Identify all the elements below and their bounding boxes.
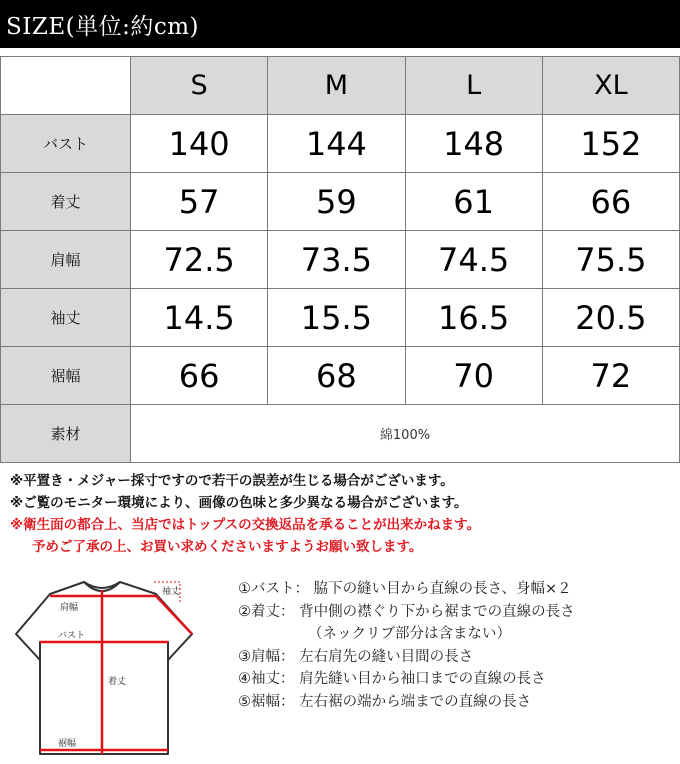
table-cell: 66	[131, 347, 268, 405]
table-cell: 73.5	[268, 231, 405, 289]
table-cell: 148	[405, 115, 542, 173]
label-length: 着丈	[108, 677, 127, 687]
definition-line: （ネックリブ部分は含まない）	[308, 626, 511, 642]
size-header: M	[268, 57, 405, 115]
row-label: バスト	[1, 115, 131, 173]
table-cell: 61	[405, 173, 542, 231]
table-header-row	[1, 57, 680, 115]
row-label: 裾幅	[1, 347, 131, 405]
table-cell: 72	[542, 347, 679, 405]
row-label: 肩幅	[1, 231, 131, 289]
definition-line: ③肩幅： 左右肩先の縫い目間の長さ	[238, 648, 474, 665]
size-header: L	[405, 57, 542, 115]
table-cell: 59	[268, 173, 405, 231]
table-cell: 66	[542, 173, 679, 231]
definition-line: ①バスト： 脇下の縫い目から直線の長さ、身幅×２	[238, 581, 572, 597]
table-row	[1, 289, 680, 347]
table-cell: 70	[405, 347, 542, 405]
table-cell: 20.5	[542, 289, 679, 347]
table-cell: 75.5	[542, 231, 679, 289]
table-cell: 152	[542, 115, 679, 173]
note-line: ※平置き・メジャー採寸ですので若干の誤差が生じる場合がございます。	[10, 473, 454, 489]
table-row	[1, 115, 680, 173]
table-cell: 16.5	[405, 289, 542, 347]
note-line: ※ご覧のモニター環境により、画像の色味と多少異なる場合がございます。	[10, 495, 468, 511]
table-cell: 140	[131, 115, 268, 173]
table-row	[1, 347, 680, 405]
note-line: ※衛生面の都合上、当店ではトップスの交換返品を承ることが出来かねます。	[10, 517, 481, 533]
definition-line: ⑤裾幅： 左右裾の端から端までの直線の長さ	[238, 693, 532, 710]
tshirt-neckline	[84, 582, 120, 591]
table-cell: 57	[131, 173, 268, 231]
label-shoulder: 肩幅	[60, 603, 79, 613]
corner-cell	[1, 57, 131, 115]
table-cell: 74.5	[405, 231, 542, 289]
size-header: XL	[542, 57, 679, 115]
label-bust: バスト	[58, 631, 86, 641]
material-value: 綿100%	[131, 405, 680, 463]
row-label: 着丈	[1, 173, 131, 231]
table-cell: 72.5	[131, 231, 268, 289]
table-row	[1, 173, 680, 231]
size-header: S	[131, 57, 268, 115]
size-table	[0, 56, 680, 463]
definition-line: ④袖丈： 肩先縫い目から袖口までの直線の長さ	[238, 671, 546, 687]
sleeve-line	[156, 596, 192, 634]
table-cell: 144	[268, 115, 405, 173]
material-row	[1, 405, 680, 463]
row-label: 袖丈	[1, 289, 131, 347]
notes	[10, 470, 480, 558]
table-row	[1, 231, 680, 289]
definition-line: ②着丈： 背中側の襟ぐり下から裾までの直線の長さ	[238, 603, 575, 620]
title-bar	[0, 0, 680, 48]
table-cell: 68	[268, 347, 405, 405]
tshirt-measurement-diagram	[12, 580, 196, 756]
row-label: 素材	[1, 405, 131, 463]
label-hem: 裾幅	[58, 739, 77, 749]
label-sleeve: 袖丈	[162, 587, 181, 597]
note-line: 予めご了承の上、お買い求めくださいますようお願い致します。	[32, 539, 423, 555]
table-cell: 15.5	[268, 289, 405, 347]
table-cell: 14.5	[131, 289, 268, 347]
size-title: SIZE(単位:約cm)	[6, 14, 199, 40]
measurement-definitions	[238, 578, 575, 713]
